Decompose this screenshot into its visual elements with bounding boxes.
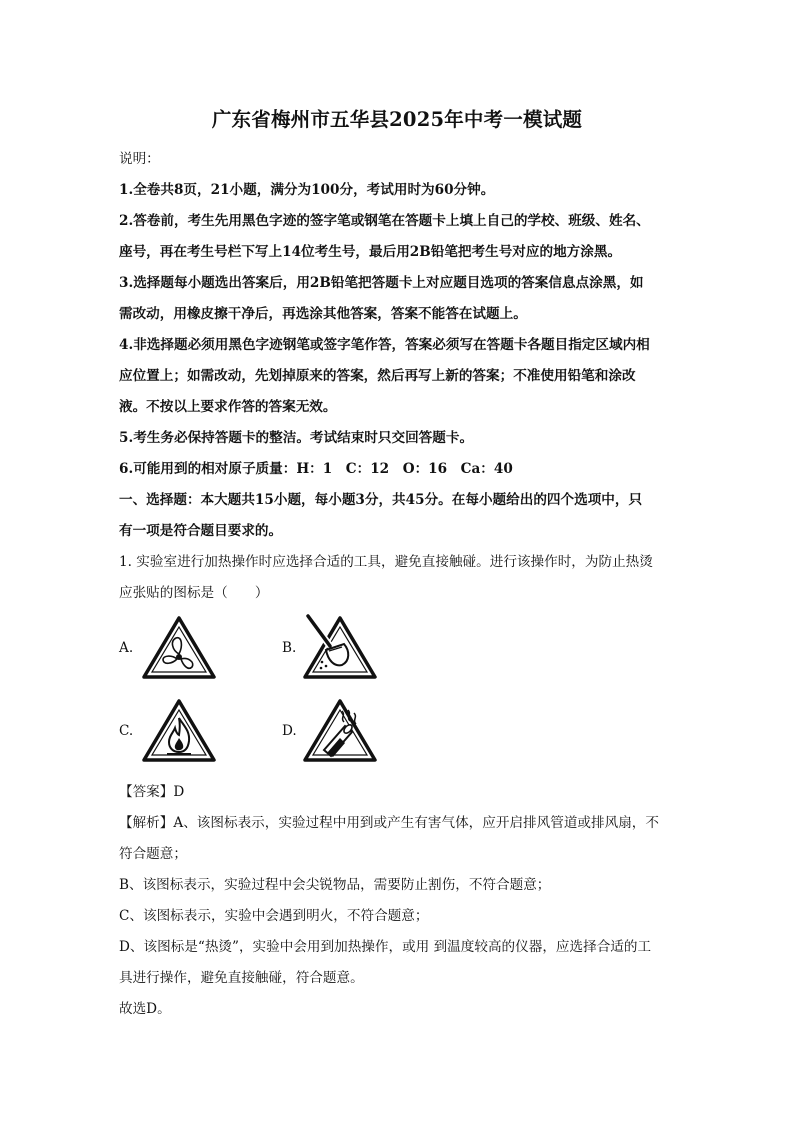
analysis-line: D、该图标是“热烫”，实验中会用到加热操作，或用 到温度较高的仪器，应选择合适的工 — [119, 939, 652, 955]
instruction-line: 应位置上；如需改动，先划掉原来的答案，然后再写上新的答案；不准使用铅笔和涂改 — [119, 368, 636, 384]
hot-surface-icon — [300, 696, 380, 764]
analysis-line: 故选D。 — [119, 1001, 171, 1017]
analysis-line: 符合题意； — [119, 846, 187, 862]
instruction-line: 座号，再在考生号栏下写上14位考生号，最后用2B铅笔把考生号对应的地方涂黑。 — [119, 244, 622, 260]
instruction-line: 6.可能用到的相对原子质量：H：1 C：12 O：16 Ca：40 — [119, 461, 513, 477]
option-a-label: A. — [119, 640, 134, 656]
section-heading: 一、选择题：本大题共15小题，每小题3分，共45分。在每小题给出的四个选项中，只 — [119, 492, 643, 508]
answer-line: 【答案】D — [119, 784, 185, 800]
instruction-line: 4.非选择题必须用黑色字迹钢笔或签字笔作答，答案必须写在答题卡各题目指定区域内相 — [119, 337, 650, 353]
instruction-line: 5.考生务必保持答题卡的整洁。考试结束时只交回答题卡。 — [119, 430, 474, 446]
instruction-line: 1.全卷共8页，21小题，满分为100分，考试用时为60分钟。 — [119, 182, 495, 198]
instruction-line: 液。不按以上要求作答的答案无效。 — [119, 399, 337, 415]
option-d-label: D. — [282, 723, 297, 739]
analysis-line: 【解析】A、该图标表示，实验过程中用到或产生有害气体，应开启排风管道或排风扇，不 — [119, 815, 659, 831]
section-heading: 有一项是符合题目要求的。 — [119, 523, 283, 539]
ventilation-fan-icon — [139, 613, 219, 681]
instructions-heading: 说明： — [119, 151, 160, 167]
page-title: 广东省梅州市五华县2025年中考一模试题 — [211, 108, 583, 131]
question-stem: 应张贴的图标是（ ） — [119, 585, 269, 601]
instruction-line: 3.选择题每小题选出答案后，用2B铅笔把答题卡上对应题目选项的答案信息点涂黑，如 — [119, 275, 644, 291]
analysis-line: 具进行操作，避免直接触碰，符合题意。 — [119, 970, 364, 986]
option-b-label: B. — [282, 640, 297, 656]
sharp-object-icon — [300, 613, 380, 681]
instruction-line: 需改动，用橡皮擦干净后，再选涂其他答案，答案不能答在试题上。 — [119, 306, 527, 322]
instruction-line: 2.答卷前，考生先用黑色字迹的签字笔或钢笔在答题卡上填上自己的学校、班级、姓名、 — [119, 213, 650, 229]
question-stem: 1. 实验室进行加热操作时应选择合适的工具，避免直接触碰。进行该操作时，为防止热烫 — [119, 554, 653, 570]
option-c-label: C. — [119, 723, 134, 739]
analysis-line: B、该图标表示，实验过程中会尖锐物品，需要防止割伤，不符合题意； — [119, 877, 551, 893]
analysis-line: C、该图标表示，实验中会遇到明火，不符合题意； — [119, 908, 429, 924]
open-flame-icon — [139, 696, 219, 764]
